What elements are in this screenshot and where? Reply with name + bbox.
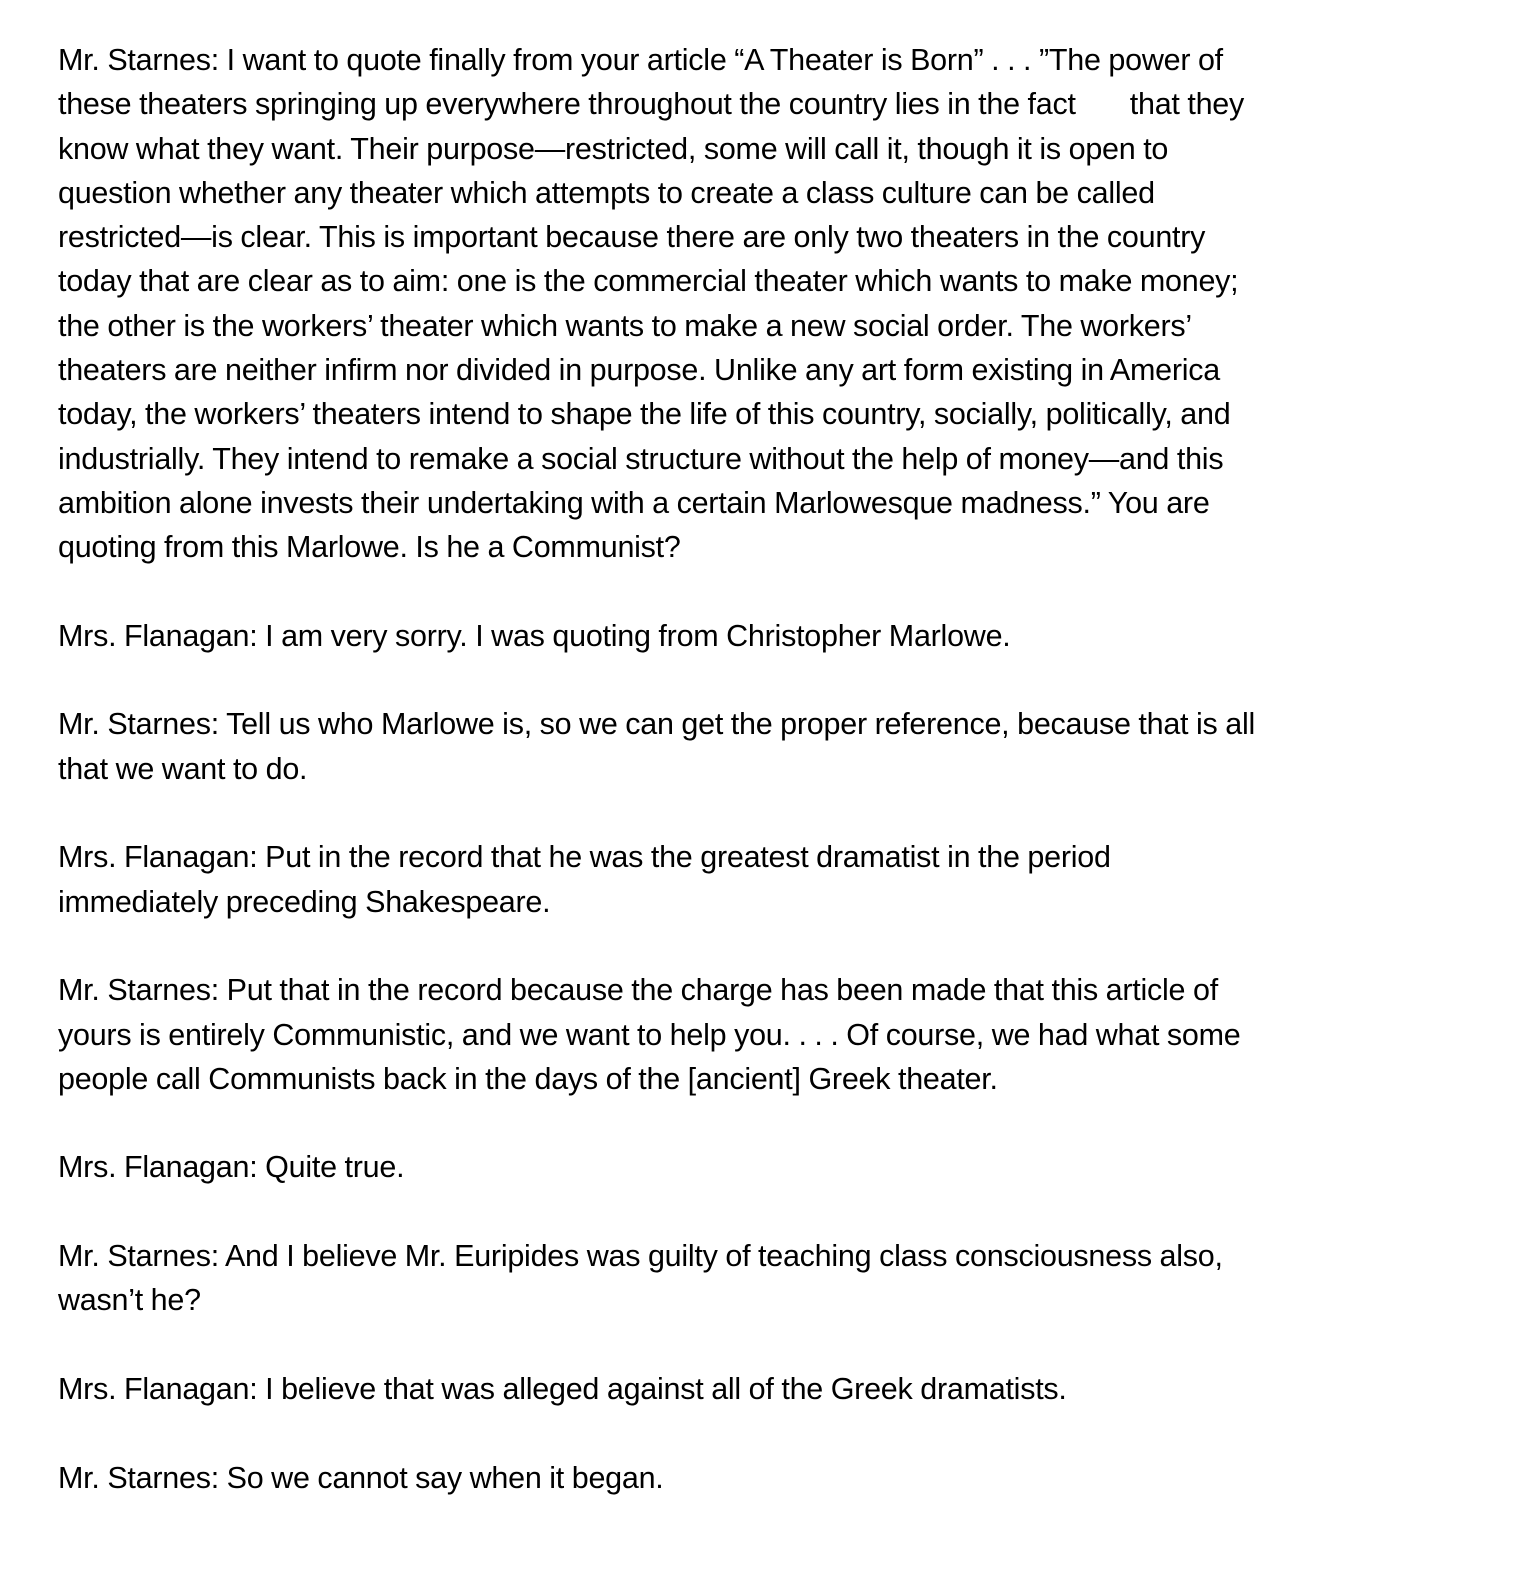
transcript-paragraph-flanagan-2 bbox=[58, 835, 1498, 924]
text-line: Mr. Starnes: So we cannot say when it began. bbox=[58, 1460, 664, 1495]
text-line: Mr. Starnes: Put that in the record because the charge has been made that this article of bbox=[58, 973, 1218, 1008]
transcript-paragraph-flanagan-1 bbox=[58, 614, 1498, 658]
transcript-paragraph-flanagan-4 bbox=[58, 1367, 1498, 1411]
transcript-paragraph-starnes-5 bbox=[58, 1456, 1498, 1500]
text-line: Mrs. Flanagan: I believe that was alleged against all of the Greek dramatists. bbox=[58, 1371, 1067, 1406]
transcript-paragraph-starnes-2 bbox=[58, 702, 1498, 791]
text-line: quoting from this Marlowe. Is he a Communist? bbox=[58, 530, 681, 565]
transcript-paragraph-flanagan-3 bbox=[58, 1145, 1498, 1189]
text-line: these theaters springing up everywhere throughout the country lies in the fact that they bbox=[58, 87, 1245, 122]
text-line: industrially. They intend to remake a social structure without the help of money—and this bbox=[58, 441, 1224, 476]
text-line: Mr. Starnes: Tell us who Marlowe is, so we can get the proper reference, because that is all bbox=[58, 707, 1256, 742]
transcript-paragraph-starnes-3 bbox=[58, 968, 1498, 1101]
text-line: yours is entirely Communistic, and we want to help you. . . . Of course, we had what some bbox=[58, 1017, 1241, 1052]
transcript-paragraph-starnes-4 bbox=[58, 1234, 1498, 1323]
text-line: today that are clear as to aim: one is the commercial theater which wants to make money; bbox=[58, 264, 1239, 299]
text-line: Mr. Starnes: And I believe Mr. Euripides was guilty of teaching class consciousness also, bbox=[58, 1239, 1223, 1274]
text-line: know what they want. Their purpose—restricted, some will call it, though it is open to bbox=[58, 131, 1169, 166]
text-line: Mr. Starnes: I want to quote finally from your article “A Theater is Born” . . . ”The power of bbox=[58, 43, 1223, 77]
text-line: the other is the workers’ theater which wants to make a new social order. The workers’ bbox=[58, 308, 1192, 343]
text-line: wasn’t he? bbox=[58, 1283, 201, 1318]
text-line: question whether any theater which attempts to create a class culture can be called bbox=[58, 175, 1155, 210]
text-line: ambition alone invests their undertaking with a certain Marlowesque madness.” You are bbox=[58, 485, 1210, 520]
text-line: Mrs. Flanagan: Quite true. bbox=[58, 1150, 405, 1185]
text-line: Mrs. Flanagan: Put in the record that he was the greatest dramatist in the period bbox=[58, 840, 1111, 875]
text-line: Mrs. Flanagan: I am very sorry. I was quoting from Christopher Marlowe. bbox=[58, 618, 1011, 653]
text-line: theaters are neither infirm nor divided in purpose. Unlike any art form existing in America bbox=[58, 353, 1220, 388]
text-line: immediately preceding Shakespeare. bbox=[58, 884, 551, 919]
transcript-paragraph-starnes-1 bbox=[58, 38, 1498, 570]
text-line: today, the workers’ theaters intend to shape the life of this country, socially, politically, and bbox=[58, 397, 1231, 432]
transcript-document bbox=[58, 38, 1498, 1544]
text-line: restricted—is clear. This is important because there are only two theaters in the country bbox=[58, 220, 1206, 255]
text-line: people call Communists back in the days of the [ancient] Greek theater. bbox=[58, 1061, 998, 1096]
text-line: that we want to do. bbox=[58, 751, 308, 786]
